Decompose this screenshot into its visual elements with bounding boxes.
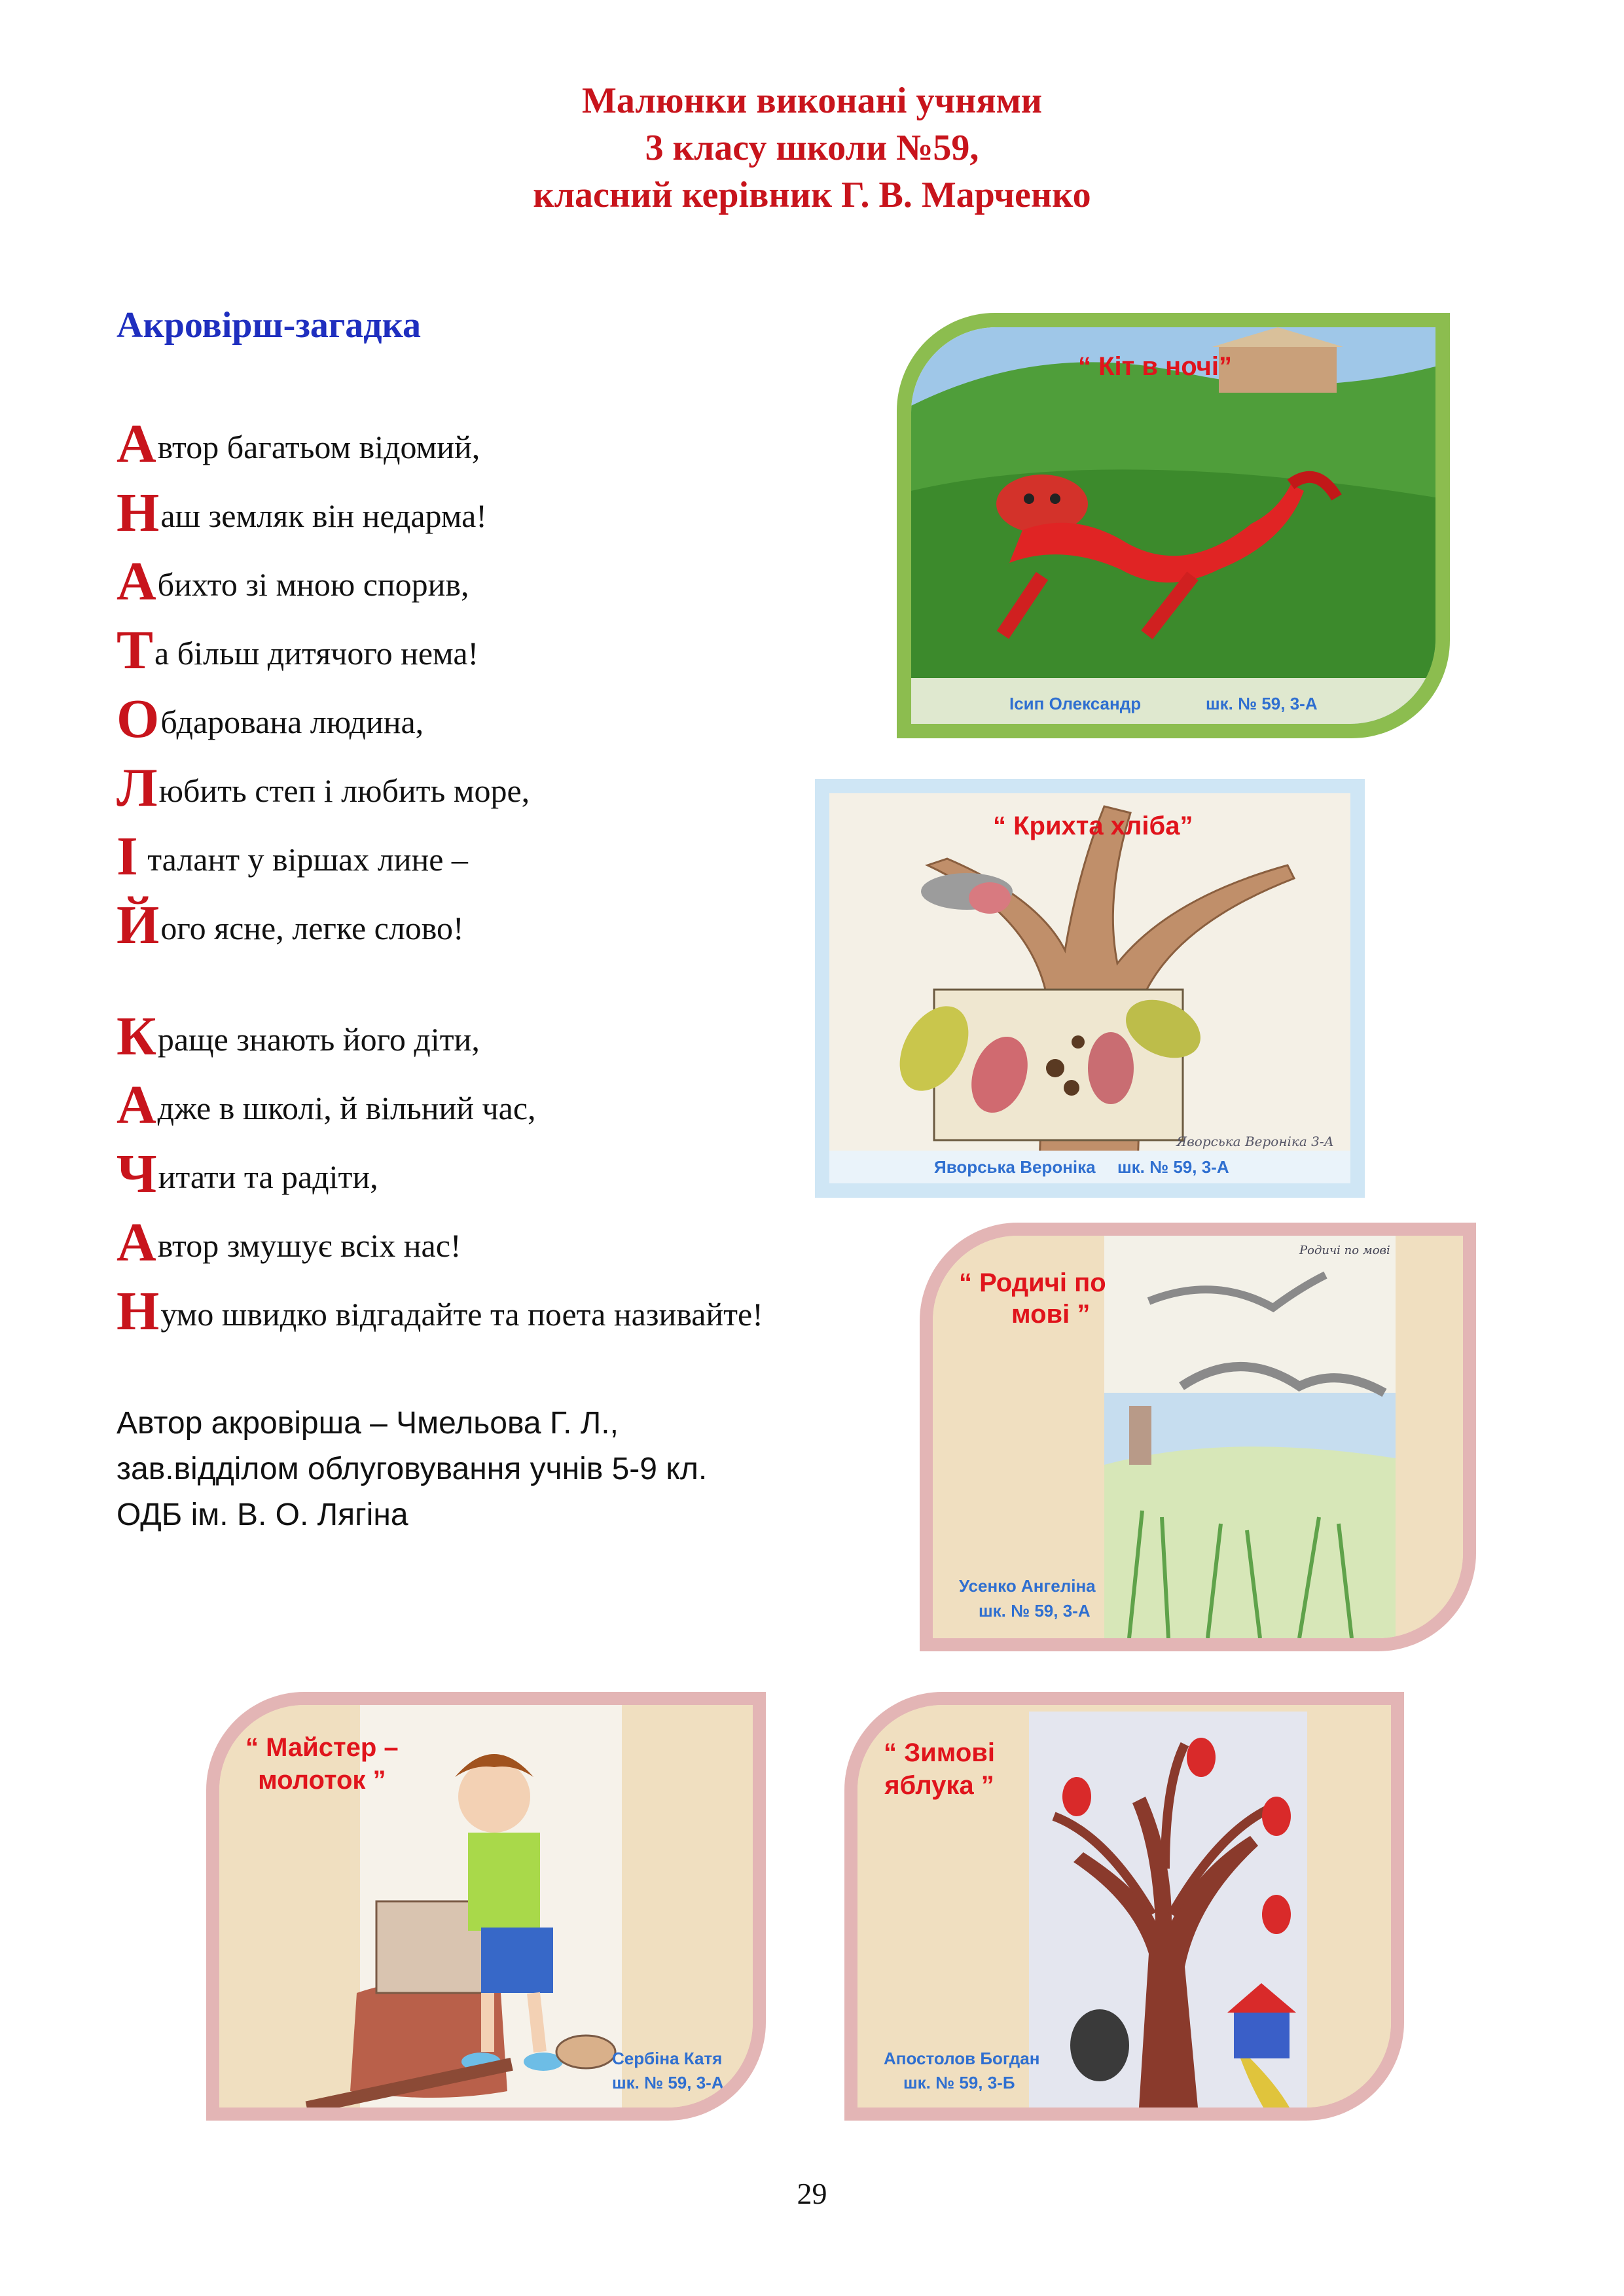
drawing-canvas [933, 1236, 1463, 1638]
drawing-caption [959, 1267, 1106, 1330]
poem-text: втор змушує всіх нас! [157, 1227, 461, 1264]
student-school: шк. № 59, 3-А [1117, 1157, 1229, 1177]
poem-line [117, 893, 464, 957]
poem-initial: А [117, 414, 156, 475]
poem-text: ого ясне, легке слово! [160, 910, 464, 946]
caption-line-2: мові ” [1011, 1300, 1091, 1329]
poem-initial: О [117, 689, 160, 749]
student-school: шк. № 59, 3-Б [903, 2073, 1015, 2092]
student-name: Усенко Ангеліна [959, 1576, 1096, 1596]
student-school: шк. № 59, 3-А [1206, 694, 1318, 713]
author-line-3: ОДБ ім. В. О. Лягіна [117, 1498, 408, 1532]
drawing-winter-apples [844, 1692, 1404, 2121]
caption-line-1: “ Майстер – [245, 1733, 399, 1762]
poem-initial: І [117, 826, 138, 887]
student-name: Яворська Вероніка [934, 1157, 1096, 1177]
poem-initial: К [117, 1006, 156, 1067]
drawing-caption [245, 1731, 399, 1797]
poem-text: раще знають його діти, [157, 1021, 480, 1058]
poem-initial: Ч [117, 1143, 157, 1204]
poem-line [117, 1280, 763, 1343]
author-line-2: зав.відділом облуговування учнів 5-9 кл. [117, 1452, 708, 1486]
drawing-caption: “ Кіт в ночі” [1078, 352, 1232, 381]
poem-text: дже в школі, й вільний час, [157, 1090, 536, 1126]
student-school: шк. № 59, 3-А [979, 1601, 1091, 1621]
drawing-relatives-by-language [920, 1223, 1476, 1651]
title-line-3: класний керівник Г. В. Марченко [533, 175, 1091, 215]
drawing-crumb-of-bread [815, 779, 1365, 1198]
drawing-canvas [219, 1705, 753, 2108]
caption-line-2: яблука ” [884, 1771, 994, 1800]
handwritten-signature: Яворська Вероніка 3-А [1176, 1134, 1334, 1149]
title-line-1: Малюнки виконані учнями [581, 81, 1043, 121]
title-line-2: 3 класу школи №59, [645, 128, 979, 168]
poem-text: а більш дитячого нема! [154, 635, 479, 672]
poem-text: аш земляк він недарма! [160, 497, 487, 534]
poem-initial: Н [117, 482, 160, 543]
author-note [117, 1401, 707, 1538]
poem-heading: Акровірш-загадка [117, 305, 422, 346]
student-name: Сербіна Катя [612, 2049, 723, 2068]
poem-line [117, 687, 424, 751]
poem-line [117, 1073, 536, 1137]
poem-line [117, 825, 468, 888]
handwritten-title: Родичі по мові [1299, 1244, 1390, 1257]
poem-text: юбить степ і любить море, [158, 772, 530, 809]
poem-line [117, 1142, 378, 1206]
poem-line [117, 619, 478, 682]
poem-line [117, 481, 487, 545]
poem-text: талант у віршах лине – [139, 841, 468, 878]
poem-text: итати та радіти, [158, 1158, 378, 1195]
poem-line [117, 1211, 461, 1274]
caption-line-2: молоток ” [258, 1766, 386, 1795]
student-name: Апостолов Богдан [884, 2049, 1040, 2068]
poem-initial: Н [117, 1281, 160, 1342]
poem-text: втор багатьом відомий, [157, 429, 480, 465]
poem-initial: Л [117, 757, 158, 818]
poem-text: умо швидко відгадайте та поета називайте! [160, 1296, 763, 1333]
drawing-caption [884, 1736, 995, 1802]
page-number: 29 [797, 2177, 827, 2210]
author-line-1: Автор акровірша – Чмельова Г. Л., [117, 1406, 619, 1441]
birds-picture [829, 793, 1350, 1183]
poem-initial: Й [117, 895, 160, 956]
poem-initial: А [117, 1075, 156, 1136]
drawing-canvas [911, 327, 1435, 724]
page-title [0, 77, 1624, 219]
poem-initial: А [117, 551, 156, 612]
poem-line [117, 550, 469, 613]
caption-line-1: “ Родичі по [959, 1268, 1106, 1297]
cat-picture [911, 327, 1435, 724]
poem-text: бихто зі мною спорив, [157, 566, 469, 603]
student-school: шк. № 59, 3-А [612, 2073, 724, 2092]
drawing-canvas [857, 1705, 1391, 2108]
poem-line [117, 1005, 480, 1068]
caption-line-1: “ Зимові [884, 1738, 995, 1767]
poem-text: бдарована людина, [160, 704, 424, 740]
poem-line [117, 756, 530, 819]
student-name: Ісип Олександр [1009, 694, 1142, 713]
poem-initial: Т [117, 620, 154, 681]
drawing-cat-at-night [897, 313, 1450, 738]
poem-line [117, 412, 480, 476]
drawing-master-hammer [206, 1692, 766, 2121]
drawing-caption: “ Крихта хліба” [993, 812, 1193, 840]
drawing-canvas [829, 793, 1350, 1183]
poem-initial: А [117, 1212, 156, 1273]
